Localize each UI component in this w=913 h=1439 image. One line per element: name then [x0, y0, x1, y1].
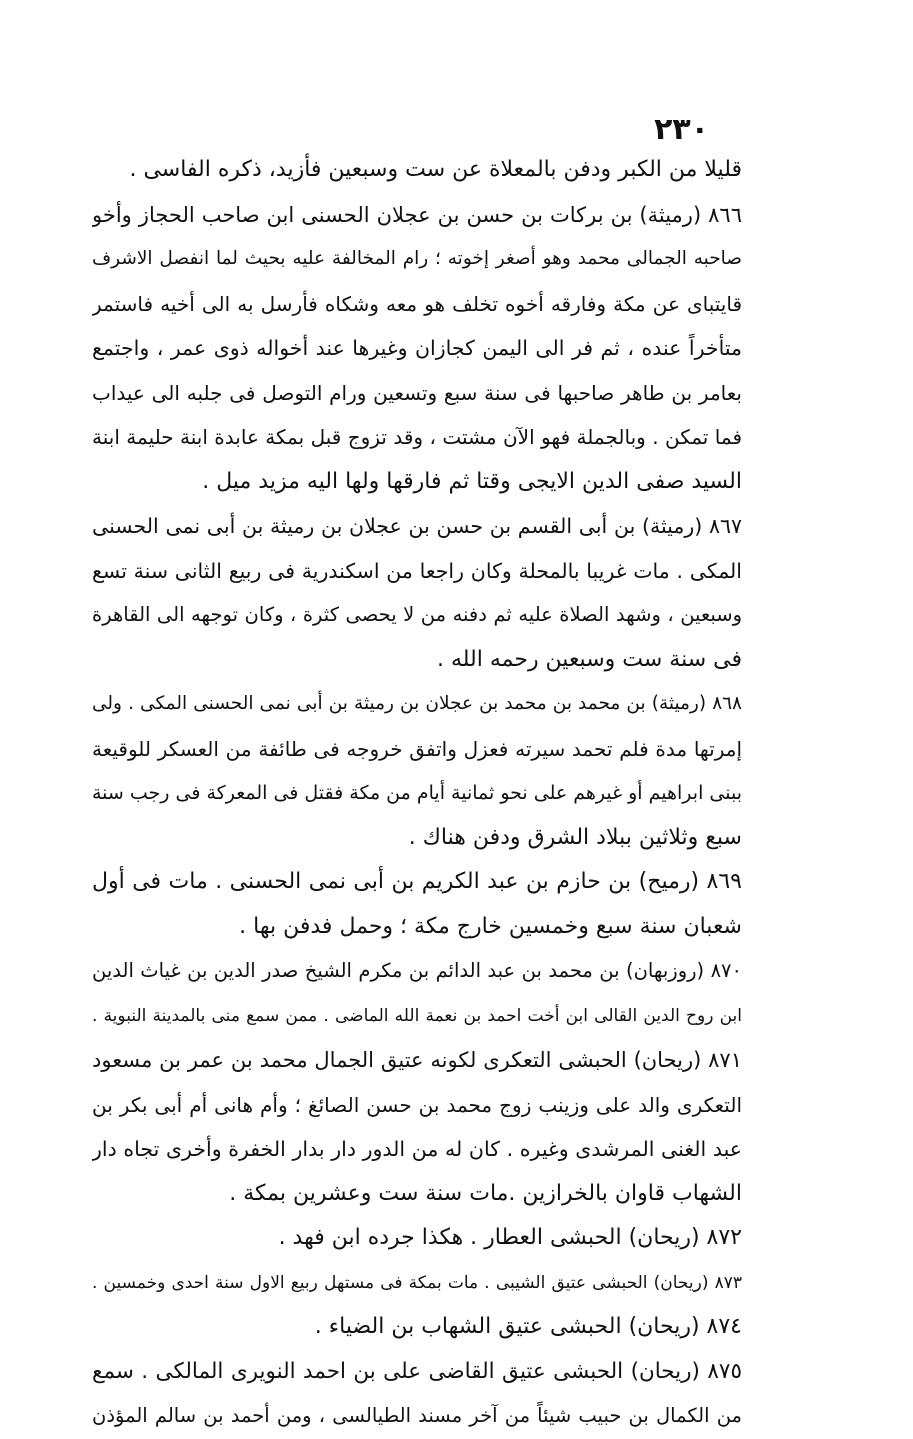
text-line: قايتباى عن مكة وفارقه أخوه تخلف هو معه وشكاه فأرسل به الى أخيه فاستمر: [92, 291, 742, 316]
text-line: من الكمال بن حبيب شيئاً من آخر مسند الطيالسى ، ومن أحمد بن سالم المؤذن: [92, 1404, 742, 1427]
text-line: بعامر بن طاهر صاحبها فى سنة سبع وتسعين ورام التوصل فى جلبه الى عيداب: [92, 380, 742, 405]
text-line: ٨٧٢ (ريحان) الحبشى العطار . هكذا جرده ابن فهد .: [278, 1225, 742, 1250]
page-number: ٢٣٠: [654, 112, 709, 147]
text-line: عبد الغنى المرشدى وغيره . كان له من الدور دار بدار الخفرة وأخرى تجاه دار: [92, 1137, 742, 1161]
text-line: صاحبه الجمالى محمد وهو أصغر إخوته ؛ رام المخالفة عليه بحيث لما انفصل الاشرف: [92, 248, 742, 269]
text-line: ٨٦٩ (رميح) بن حازم بن عبد الكريم بن أبى نمى الحسنى . مات فى أول: [92, 869, 742, 894]
text-line: المكى . مات غريبا بالمحلة وكان راجعا من اسكندرية فى ربيع الثانى سنة تسع: [92, 558, 742, 583]
text-line: التعكرى والد على وزينب زوج محمد بن حسن الصائغ ؛ وأم هانى أم أبى بكر بن: [92, 1092, 742, 1117]
text-line: إمرتها مدة فلم تحمد سيرته فعزل واتفق خروجه فى طائفة من العسكر للوقيعة: [92, 736, 742, 761]
text-line: فى سنة ست وسبعين رحمه الله .: [436, 646, 742, 672]
text-line: وسبعين ، وشهد الصلاة عليه ثم دفنه من لا يحصى كثرة ، وكان توجهه الى القاهرة: [92, 603, 742, 626]
text-line: فما تمكن . وبالجملة فهو الآن مشتت ، وقد تزوج قبل بمكة عابدة ابنة حليمة ابنة: [92, 425, 742, 449]
text-line: ٨٧١ (ريحان) الحبشى التعكرى لكونه عتيق الجمال محمد بن عمر بن مسعود: [92, 1048, 742, 1072]
page-body-text: [92, 148, 742, 1439]
text-line: ٨٦٨ (رميثة) بن محمد بن محمد بن عجلان بن رميثة بن أبى نمى الحسنى المكى . ولى: [92, 693, 742, 714]
text-line: ٨٦٦ (رميثة) بن بركات بن حسن بن عجلان الحسنى ابن صاحب الحجاز وأخو: [92, 202, 742, 227]
text-line: ٨٧٠ (روزبهان) بن محمد بن عبد الدائم بن مكرم الشيخ صدر الدين بن غياث الدين: [92, 959, 742, 982]
text-line: سبع وثلاثين ببلاد الشرق ودفن هناك .: [408, 824, 742, 850]
text-line: ٨٦٧ (رميثة) بن أبى القسم بن حسن بن عجلان بن رميثة بن أبى نمى الحسنى: [92, 514, 742, 538]
text-line: قليلا من الكبر ودفن بالمعلاة عن ست وسبعين فأزيد، ذكره الفاسى .: [129, 157, 742, 182]
text-line: ببنى ابراهيم أو غيرهم على نحو ثمانية أيام من مكة فقتل فى المعركة فى رجب سنة: [92, 782, 742, 804]
text-line: ٨٧٣ (ريحان) الحبشى عتيق الشيبى . مات بمكة فى مستهل ربيع الاول سنة احدى وخمسين .: [92, 1272, 742, 1293]
text-line: شعبان سنة سبع وخمسين خارج مكة ؛ وحمل فدفن بها .: [239, 913, 742, 939]
text-line: ٨٧٤ (ريحان) الحبشى عتيق الشهاب بن الضياء .: [314, 1314, 742, 1339]
text-line: السيد صفى الدين الايجى وقتا ثم فارقها ولها اليه مزيد ميل .: [202, 468, 742, 494]
text-line: الشهاب قاوان بالخرازين .مات سنة ست وعشرين بمكة .: [229, 1180, 742, 1206]
text-line: ابن روح الدين القالى ابن أخت احمد بن نعمة الله الماضى . ممن سمع منى بالمدينة النبوية .: [92, 1005, 742, 1026]
text-line: متأخراً عنده ، ثم فر الى اليمن كجازان وغيرها عند أخواله ذوى عمر ، واجتمع: [92, 336, 742, 360]
text-line: ٨٧٥ (ريحان) الحبشى عتيق القاضى على بن احمد النويرى المالكى . سمع: [92, 1358, 742, 1384]
